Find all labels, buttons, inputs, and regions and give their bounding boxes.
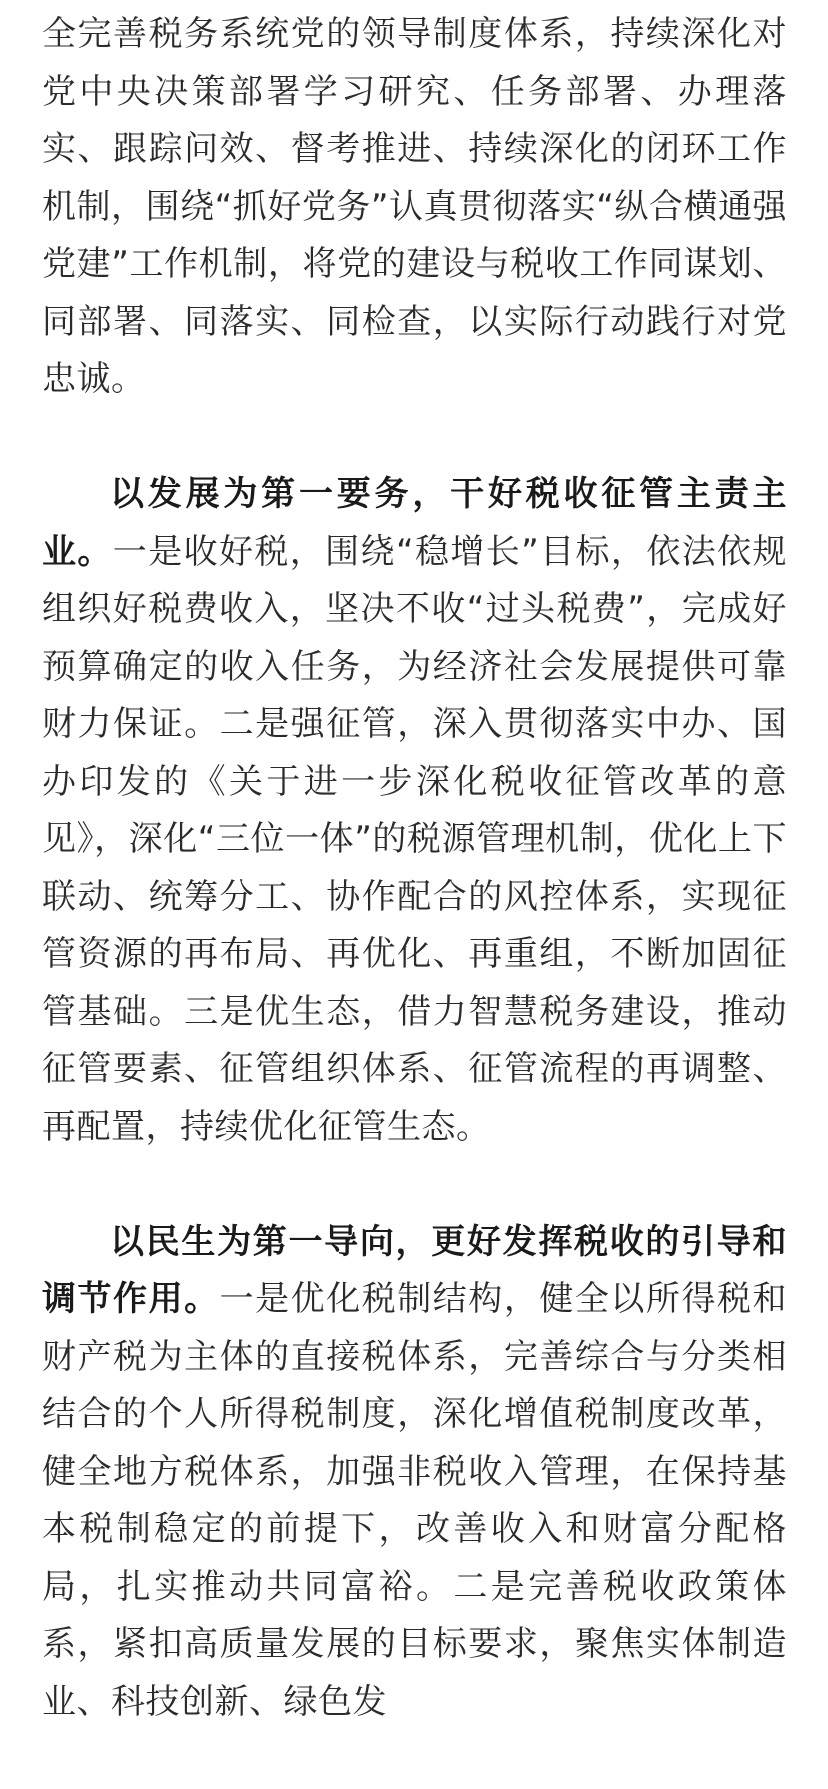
paragraph-lead: 以民生为第一导向，更好发挥税收的引导和调节作用。 [42,1221,787,1319]
paragraph-text: 一是优化税制结构，健全以所得税和财产税为主体的直接税体系，完善综合与分类相结合的个人所得税制度，深化增值税制度改革，健全地方税体系，加强非税收入管理，在保持基本税制稳定的前提下，改善收入和财富分配格局，扎实推动共同富裕。二是完善税收政策体系，紧扣高质量发展的目标要求，聚焦实体制造业、科技创新、绿色发 [42,1279,787,1722]
article-body [42,6,787,1789]
paragraph-text: 一是收好税，围绕“稳增长”目标，依法依规组织好税费收入，坚决不收“过头税费”，完成好预算确定的收入任务，为经济社会发展提供可靠财力保证。二是强征管，深入贯彻落实中办、国办印发的《关于进一步深化税收征管改革的意见》，深化“三位一体”的税源管理机制，优化上下联动、统筹分工、协作配合的风控体系，实现征管资源的再布局、再优化、再重组，不断加固征管基础。三是优生态，借力智慧税务建设，推动征管要素、征管组织体系、征管流程的再调整、再配置，持续优化征管生态。 [42,531,788,1147]
paragraph-development [42,466,787,1156]
paragraph-party-leadership [42,6,787,409]
paragraph-lead: 以发展为第一要务，干好税收征管主责主业。 [42,474,787,572]
paragraph-livelihood [42,1214,787,1732]
paragraph-text: 全完善税务系统党的领导制度体系，持续深化对党中央决策部署学习研究、任务部署、办理落实、跟踪问效、督考推进、持续深化的闭环工作机制，围绕“抓好党务”认真贯彻落实“纵合横通强党建”工作机制，将党的建设与税收工作同谋划、同部署、同落实、同检查，以实际行动践行对党忠诚。 [42,14,787,399]
